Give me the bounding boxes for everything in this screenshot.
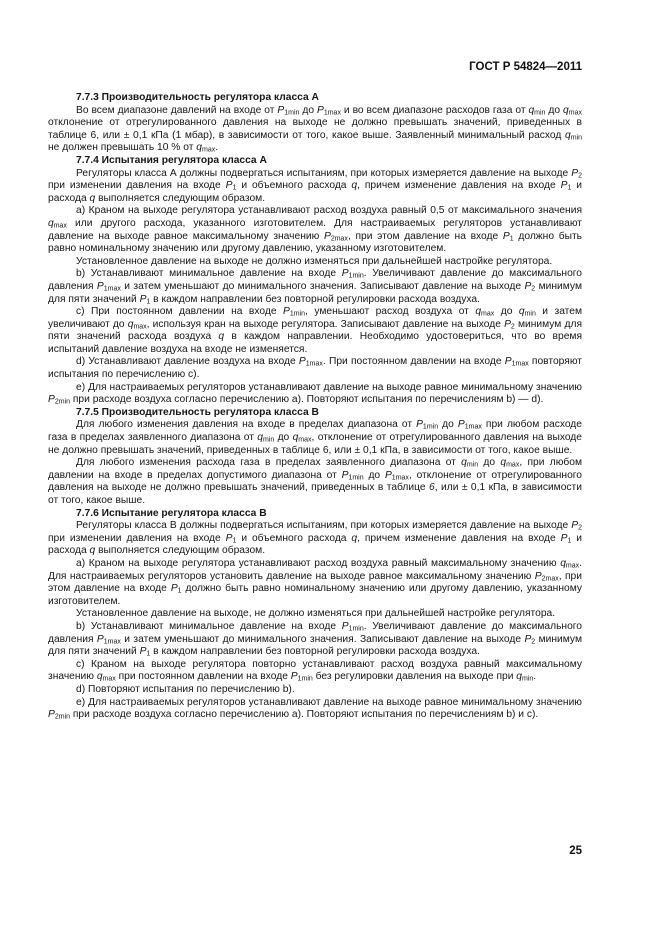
paragraph: Для любого изменения давления на входе в пределах диапазона от $P_{1min}$ до $P_{1max}$ при любом расходе газа в пределах заявленного диапазона от $q_{min}$ до $q_{max}$, отклонение от отрегулированного давления на выходе не должно превышать значений, приведенных в таблице 6, или ± 0,1 кПа, в зависимости от того, какое выше.: [48, 419, 582, 456]
section-heading: 7.7.4 Испытания регулятора класса А: [76, 154, 267, 166]
paragraph: a) Краном на выходе регулятора устанавливают расход воздуха равный максимальному значению $q_{max}$. Для настраиваемых регуляторов установить давление на выходе равное максимальному значению $P_{2max}$, при этом давление на входе $P_1$ должно быть равно номинальному значению или другому давлению, указанному изготовителем.: [48, 557, 582, 607]
paragraph: d) Устанавливают давление воздуха на входе $P_{1max}$. При постоянном давлении на входе $P_{1max}$ повторяют испытания по перечислению с).: [48, 356, 582, 381]
paragraph: b) Устанавливают минимальное давление на входе $P_{1min}$. Увеличивают давление до максимального давления $P_{1max}$ и затем уменьшают до минимального значения. Записывают давление на выходе $P_2$ минимум для пяти значений $P_1$ в каждом направлении без повторной регулировки расхода воздуха.: [48, 620, 582, 658]
paragraph: c) При постоянном давлении на входе $P_{1min}$, уменьшают расход воздуха от $q_{max}$ до $q_{min}$ и затем увеличивают до $q_{max}$, используя кран на выходе регулятора. Записывают давление на выходе $P_2$ минимум для пяти значений расхода воздуха q в каждом направлении. Необходимо удостовериться, что во время испытаний давление воздуха на входе не изменяется.: [48, 306, 582, 355]
section-heading: 7.7.3 Производительность регулятора класса А: [76, 92, 319, 103]
paragraph: d) Повторяют испытания по перечислению b).: [76, 683, 295, 695]
paragraph: b) Устанавливают минимальное давление на входе $P_{1min}$. Увеличивают давление до максимального давления $P_{1max}$ и затем уменьшают до минимального значения. Записывают давление на выходе $P_2$ минимум для пяти значений $P_1$ в каждом направлении без повторной регулировки расхода воздуха.: [48, 268, 582, 305]
paragraph: c) Краном на выходе регулятора повторно устанавливают расход воздуха равный максимальному значению $q_{max}$ при постоянном давлении на входе $P_{1min}$ без регулировки давления на выходе при $q_{min}$.: [48, 658, 582, 683]
section-heading: 7.7.6 Испытание регулятора класса В: [76, 507, 267, 519]
paragraph: a) Краном на выходе регулятора устанавливают расход воздуха равный 0,5 от максимального значения $q_{max}$ или другого расхода, указанного изготовителем. Для настраиваемых регуляторов устанавливают давление на выходе равное максимальному значению $P_{2max}$, при этом давление на входе $P_1$ должно быть равно номинальному значению или другому давлению, указанному изготовителем.: [48, 205, 582, 255]
paragraph: Установленное давление на выходе, не должно изменяться при дальнейшей настройке регулятора.: [76, 608, 556, 620]
paragraph: Для любого изменения расхода газа в пределах заявленного диапазона от $q_{min}$ до $q_{max}$, при любом давлении на входе в пределах допустимого диапазона от $P_{1min}$ до $P_{1max}$, отклонение от отрегулированного давления на выходе не должно превышать значений, приведенных в таблице 6, или ± 0,1 кПа, в зависимости от того, какое выше.: [48, 457, 582, 506]
paragraph: Регуляторы класса В должны подвергаться испытаниям, при которых измеряется давление на выходе $P_2$ при изменении давления на входе $P_1$ и объемного расхода q, причем изменение давления на входе $P_1$ и расхода q выполняется следующим образом.: [48, 520, 582, 557]
section-heading: 7.7.5 Производительность регулятора класса В: [76, 406, 319, 418]
paragraph: Установленное давление на выходе не должно изменяться при дальнейшей настройке регулятора.: [76, 255, 553, 267]
paragraph: e) Для настраиваемых регуляторов устанавливают давление на выходе равное минимальному значению $P_{2min}$ при расходе воздуха согласно перечислению а). Повторяют испытания по перечислениям b) — d).: [48, 381, 582, 406]
document-body: [48, 92, 582, 722]
page-number: 25: [569, 845, 582, 857]
standard-header: ГОСТ Р 54824—2011: [469, 61, 582, 73]
paragraph: e) Для настраиваемых регуляторов устанавливают давление на выходе равное минимальному значению $P_{2min}$ при расходе воздуха согласно перечислению а). Повторяют испытания по перечислениям b) и с).: [48, 696, 582, 721]
paragraph: Во всем диапазоне давлений на входе от $P_{1min}$ до $P_{1max}$ и во всем диапазоне расходов газа от $q_{min}$ до $q_{max}$ отклонение от отрегулированного давления на выходе не должно превышать значений, приведенных в таблице 6, или ± 0,1 кПа (1 мбар), в зависимости от того, какое выше. Заявленный минимальный расход $q_{min}$ не должен превышать 10 % от $q_{max}$.: [48, 104, 582, 154]
paragraph: Регуляторы класса А должны подвергаться испытаниям, при которых измеряется давление на выходе $P_2$ при изменении давления на входе $P_1$ и объемного расхода q, причем изменение давления на входе $P_1$ и расхода q выполняется следующим образом.: [48, 167, 582, 204]
